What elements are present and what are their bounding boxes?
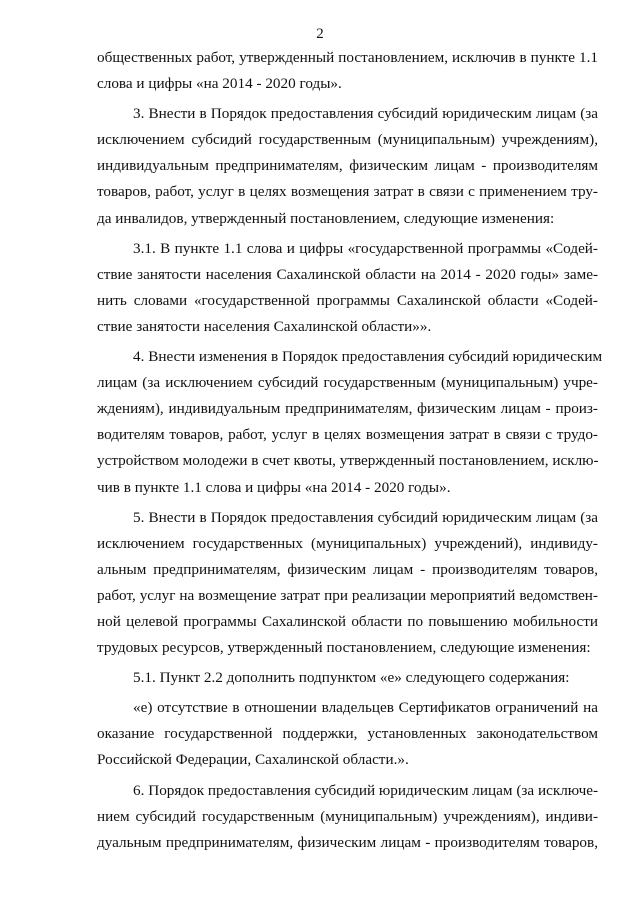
- text-line: товаров, работ, услуг в целях возмещения затрат в связи с применением тру-: [97, 183, 598, 201]
- text-line: нить словами «государственной программы Сахалинской области «Содей-: [97, 291, 598, 309]
- text-line: 3. Внести в Порядок предоставления субсидий юридическим лицам (за: [133, 105, 598, 123]
- text-line: альным предпринимателям, физическим лицам - производителям товаров,: [97, 560, 598, 578]
- text-line: исключением государственных (муниципальных) учреждений), индивиду-: [97, 534, 598, 552]
- text-line: трудовых ресурсов, утвержденный постановлением, следующие изменения:: [97, 639, 591, 657]
- text-line: Российской Федерации, Сахалинской области.».: [97, 751, 409, 769]
- text-line: чив в пункте 1.1 слова и цифры «на 2014 - 2020 годы».: [97, 478, 451, 496]
- text-line: 5.1. Пункт 2.2 дополнить подпунктом «е» следующего содержания:: [133, 669, 570, 687]
- text-line: работ, услуг на возмещение затрат при реализации мероприятий ведомствен-: [97, 586, 598, 604]
- text-line: ствие занятости населения Сахалинской области на 2014 - 2020 годы» заме-: [97, 265, 598, 283]
- text-line: лицам (за исключением субсидий государственным (муниципальным) учре-: [97, 374, 598, 392]
- text-line: водителям товаров, работ, услуг в целях возмещения затрат в связи с трудо-: [97, 426, 598, 444]
- text-line: 4. Внести изменения в Порядок предоставления субсидий юридическим: [133, 348, 603, 366]
- text-line: 3.1. В пункте 1.1 слова и цифры «государственной программы «Содей-: [133, 239, 598, 257]
- text-line: да инвалидов, утвержденный постановлением, следующие изменения:: [97, 209, 555, 227]
- page-number: 2: [316, 26, 324, 42]
- text-line: слова и цифры «на 2014 - 2020 годы».: [97, 75, 342, 93]
- text-line: исключением субсидий государственным (муниципальным) учреждениям),: [97, 131, 598, 149]
- text-line: ствие занятости населения Сахалинской области»».: [97, 317, 432, 335]
- text-line: нием субсидий государственным (муниципальным) учреждениям), индиви-: [97, 807, 598, 825]
- text-line: ждениям), индивидуальным предпринимателям, физическим лицам - произ-: [97, 400, 598, 418]
- text-line: индивидуальным предпринимателям, физическим лицам - производителям: [97, 157, 598, 175]
- text-line: дуальным предпринимателям, физическим лицам - производителям товаров,: [97, 833, 598, 851]
- text-line: общественных работ, утвержденный постановлением, исключив в пункте 1.1: [97, 49, 598, 66]
- text-line: 6. Порядок предоставления субсидий юридическим лицам (за исключе-: [133, 781, 598, 799]
- text-line: оказание государственной поддержки, установленных законодательством: [97, 725, 598, 743]
- document-body: [97, 45, 603, 856]
- text-line: ной целевой программы Сахалинской области по повышению мобильности: [97, 612, 598, 630]
- text-line: «е) отсутствие в отношении владельцев Сертификатов ограничений на: [133, 699, 598, 717]
- text-line: 5. Внести в Порядок предоставления субсидий юридическим лицам (за: [133, 508, 598, 526]
- text-line: устройством молодежи в счет квоты, утвержденный постановлением, исклю-: [97, 452, 599, 470]
